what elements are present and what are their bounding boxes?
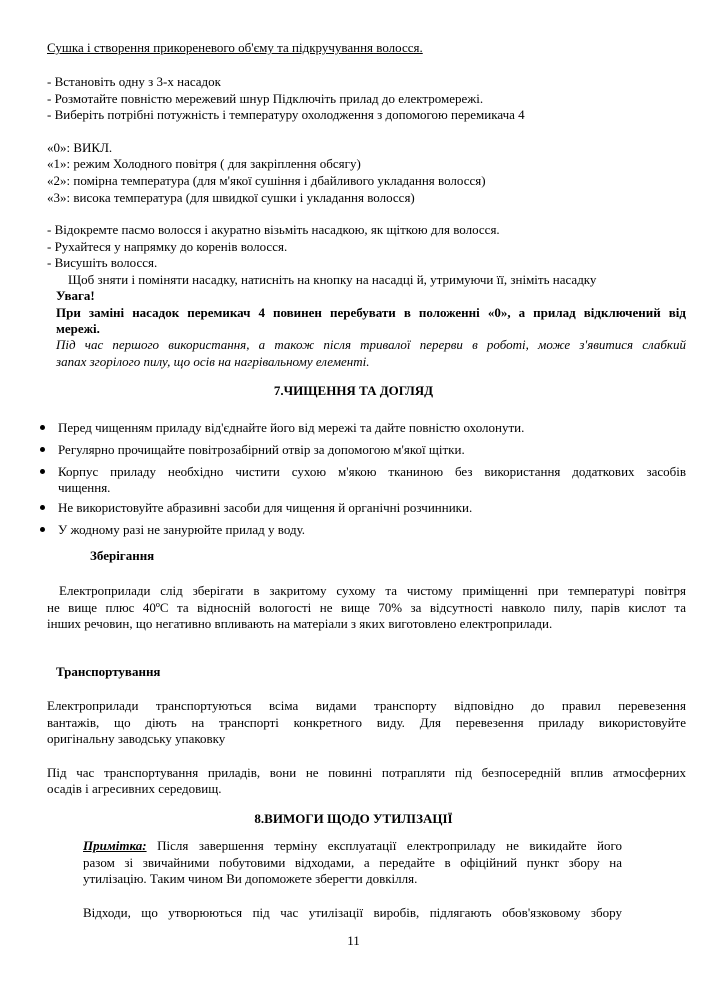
step-line: - Розмотайте повністю мережевий шнур Підключіть прилад до електромережі.: [47, 91, 484, 106]
bullet-icon: [40, 447, 45, 452]
transport-text: Електроприлади транспортуються всіма видами транспорту відповідно до правил перевезення: [47, 698, 686, 713]
waste-text: Відходи, що утворюються під час утилізації виробів, підлягають обов'язковому збору: [83, 905, 622, 920]
nozzle-instruction: Щоб зняти і поміняти насадку, натисніть на кнопку на насадці й, утримуючи її, зніміть насадку: [68, 272, 597, 287]
disposal-note: утилізацію. Таким чином Ви допоможете зберегти довкілля.: [83, 871, 418, 886]
transport-text: оригінальну заводську упаковку: [47, 731, 226, 746]
storage-text: не вище плюс 40ºС та відносній вологості не вище 70% за відсутності навколо пилу, парів кислот та: [47, 600, 686, 615]
step-line: - Виберіть потрібні потужність і температуру охолодження з допомогою перемикача 4: [47, 107, 525, 122]
section-heading-cleaning: 7.ЧИЩЕННЯ ТА ДОГЛЯД: [273, 383, 434, 398]
bullet-icon: [40, 469, 45, 474]
storage-text: Електроприлади слід зберігати в закритому сухому та чистому приміщенні при температурі повітря: [59, 583, 686, 598]
step-line: - Рухайтеся у напрямку до коренів волосся.: [47, 239, 288, 254]
transport-text: вантажів, що діють на транспорті конкретного виду. Для перевезення приладу використовуйте: [47, 715, 686, 730]
note-label: Примітка:: [83, 838, 147, 853]
page-number: 11: [347, 933, 360, 948]
note-text: Після завершення терміну експлуатації електроприладу не викидайте його: [157, 838, 622, 853]
mode-line: «3»: висока температура (для швидкої сушки і укладання волосся): [47, 190, 415, 205]
mode-line: «1»: режим Холодного повітря ( для закріплення обсягу): [47, 156, 361, 171]
section-heading-disposal: 8.ВИМОГИ ЩОДО УТИЛІЗАЦІЇ: [254, 811, 453, 826]
mode-line: «2»: помірна температура (для м'якої сушіння і дбайливого укладання волосся): [47, 173, 486, 188]
transport-text: Під час транспортування приладів, вони не повинні потрапляти під безпосередній вплив атмосферних: [47, 765, 686, 780]
storage-heading: Зберігання: [90, 548, 155, 563]
transport-text: осадів і агресивних середовищ.: [47, 781, 222, 796]
bullet-icon: [40, 505, 45, 510]
first-use-note: запах згорілого пилу, що осів на нагрівальному елементі.: [56, 354, 370, 369]
transport-heading: Транспортування: [56, 664, 161, 679]
bullet-item: Корпус приладу необхідно чистити сухою м'якою тканиною без використання додаткових засобів: [58, 464, 686, 479]
mode-line: «0»: ВИКЛ.: [47, 140, 113, 155]
warning-text: При заміні насадок перемикач 4 повинен перебувати в положенні «0», а прилад відключений від: [56, 305, 686, 320]
warning-title: Увага!: [56, 288, 95, 303]
bullet-icon: [40, 425, 45, 430]
disposal-note: [83, 837, 622, 854]
bullet-item: Регулярно прочищайте повітрозабірний отвір за допомогою м'якої щітки.: [58, 442, 465, 457]
bullet-item: Перед чищенням приладу від'єднайте його від мережі та дайте повністю охолонути.: [58, 420, 525, 435]
step-line: - Висушіть волосся.: [47, 255, 158, 270]
bullet-item: У жодному разі не занурюйте прилад у воду.: [58, 522, 306, 537]
step-line: - Відокремте пасмо волосся і акуратно візьміть насадкою, як щіткою для волосся.: [47, 222, 500, 237]
step-line: - Встановіть одну з 3-х насадок: [47, 74, 221, 89]
section-heading-drying: Сушка і створення прикореневого об'єму та підкручування волосся.: [47, 40, 423, 55]
bullet-item: Не використовуйте абразивні засоби для чищення й органічні розчинники.: [58, 500, 473, 515]
disposal-note: разом зі звичайними побутовими відходами, а передайте в офіційний пункт збору на: [83, 855, 622, 870]
bullet-item-continued: чищення.: [58, 480, 111, 495]
storage-text: інших речовин, що негативно впливають на матеріали з яких виготовлено електроприлади.: [47, 616, 553, 631]
bullet-icon: [40, 527, 45, 532]
warning-text: мережі.: [56, 321, 100, 336]
first-use-note: Під час першого використання, а також після тривалої перерви в роботі, може з'явитися слабкий: [56, 337, 686, 352]
